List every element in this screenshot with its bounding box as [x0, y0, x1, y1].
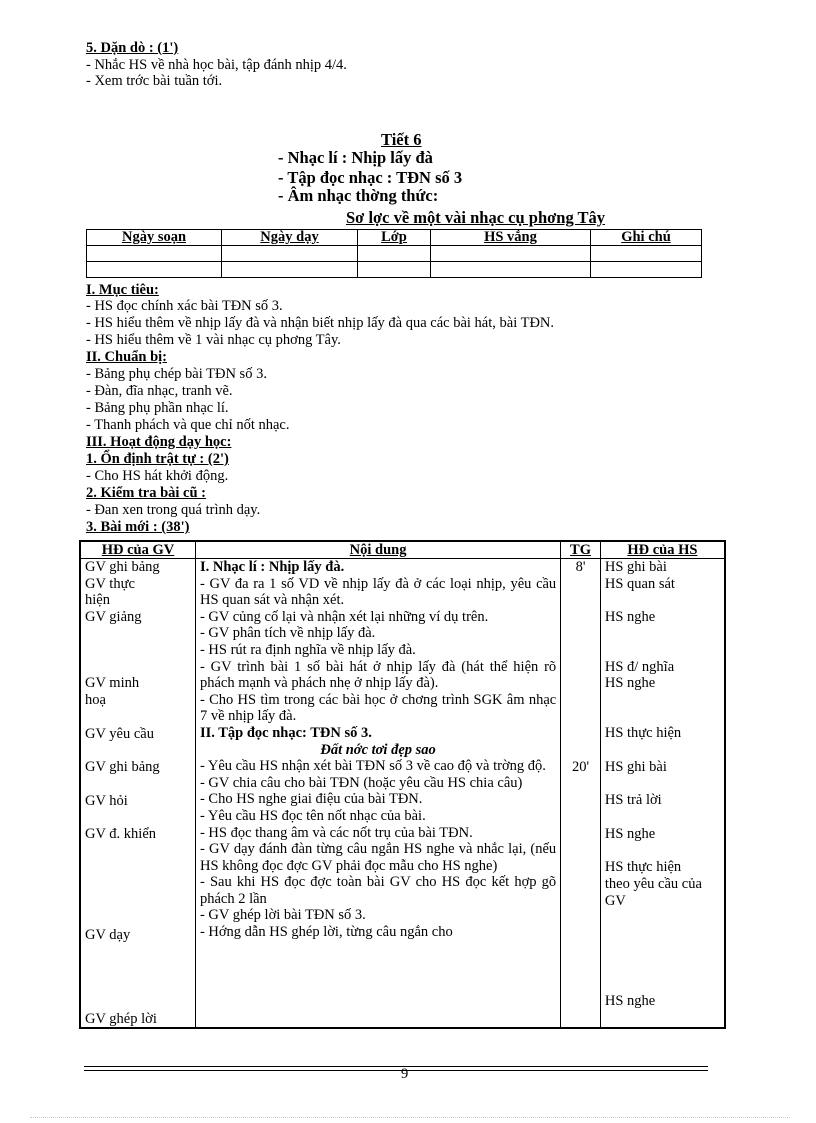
lesson-item-3: - Âm nhạc thờng thức: — [278, 186, 439, 205]
lesson-info-table — [86, 229, 702, 278]
section-activities-title: III. Hoạt động dạy học: — [86, 434, 232, 450]
content-item: - GV ghép lời bài TĐN số 3. — [199, 907, 366, 924]
info-empty-row — [87, 262, 702, 278]
content-item: - Sau khi HS đọc đợc toàn bài GV cho HS đọc kết hợp gõ phách 2 lần — [199, 874, 557, 907]
content-item: - GV trình bài 1 số bài hát ở nhịp lấy đà (hát thể hiện rõ phách mạnh và phách nhẹ ở nhịp lấy đà). — [199, 658, 557, 692]
table-row — [80, 559, 725, 1029]
section-preparation-title: II. Chuẩn bị: — [86, 349, 167, 365]
header-gv: HĐ của GV — [80, 541, 195, 559]
info-header-lop: Lớp — [358, 230, 431, 246]
content-item: - HS đọc thang âm và các nốt trụ của bài TĐN. — [199, 824, 473, 841]
lesson-title: Tiết 6 — [381, 130, 422, 149]
gv-text: GV ghép lời — [85, 1010, 157, 1027]
header-tg: TG — [561, 541, 601, 559]
content-item: - Cho HS nghe giai điệu của bài TĐN. — [199, 791, 423, 808]
section-objectives-title: I. Mục tiêu: — [86, 282, 159, 298]
hs-text: HS trả lời — [604, 792, 662, 809]
hs-text: HS nghe — [604, 993, 656, 1010]
time-value: 20' — [571, 758, 590, 775]
info-empty-row — [87, 246, 702, 262]
sub-new-lesson-title: 3. Bài mới : (38') — [86, 519, 190, 535]
sub-check-item: - Đan xen trong quá trình dạy. — [86, 502, 261, 518]
content-item: - Yêu cầu HS đọc tên nốt nhạc của bài. — [199, 807, 426, 824]
gv-text: GV yêu cầu — [85, 725, 154, 742]
gv-text: GV ghi bảng — [85, 559, 160, 575]
header-hs: HĐ của HS — [600, 541, 725, 559]
sub-order-title: 1. Ổn định trật tự : (2') — [86, 451, 229, 467]
content-item: - GV chia câu cho bài TĐN (hoặc yêu cầu HS chia câu) — [199, 774, 523, 791]
footer-rule — [84, 1070, 708, 1071]
gv-text: GV hỏi — [85, 792, 128, 809]
content-item: - Cho HS tìm trong các bài học ở chơng trình SGK âm nhạc 7 về nhịp lấy đà. — [199, 691, 557, 725]
homework-line-2: - Xem trớc bài tuần tới. — [86, 73, 223, 89]
time-value: 8' — [575, 559, 586, 575]
header-content: Nội dung — [195, 541, 560, 559]
page-edge-dots — [30, 1117, 790, 1118]
song-title: Đất nớc tơi đẹp sao — [320, 741, 436, 758]
content-item: - HS rút ra định nghĩa về nhịp lấy đà. — [199, 641, 416, 658]
hs-text: HS đ/ nghĩa — [604, 658, 675, 675]
homework-line-1: - Nhắc HS về nhà học bài, tập đánh nhịp 4/4. — [86, 57, 347, 73]
content-item: - Hớng dẫn HS ghép lời, từng câu ngắn cho — [199, 924, 453, 941]
preparation-item-2: - Đàn, đĩa nhạc, tranh vẽ. — [86, 383, 233, 399]
lesson-item-2: - Tập đọc nhạc : TĐN số 3 — [278, 168, 463, 187]
gv-text: hoạ — [85, 691, 106, 708]
preparation-item-1: - Bảng phụ chép bài TĐN số 3. — [86, 366, 267, 382]
hs-cell — [600, 559, 725, 1029]
preparation-item-4: - Thanh phách và que chỉ nốt nhạc. — [86, 417, 290, 433]
objective-item-2: - HS hiểu thêm về nhịp lấy đà và nhận biết nhịp lấy đà qua các bài hát, bài TĐN. — [86, 315, 555, 331]
gv-text: GV dạy — [85, 926, 131, 943]
gv-text: hiện — [85, 592, 110, 609]
content-item: - GV dạy đánh đàn từng câu ngắn HS nghe và nhắc lại, (nếu HS không đọc đợc GV phải đọc mẫu cho HS nghe) — [199, 841, 557, 874]
hs-text: HS ghi bài — [604, 559, 667, 575]
hs-text: HS ghi bài — [604, 758, 667, 775]
homework-heading: 5. Dặn dò : (1') — [86, 40, 179, 56]
activity-table — [79, 540, 726, 1029]
preparation-item-3: - Bảng phụ phần nhạc lí. — [86, 400, 229, 416]
gv-cell — [80, 559, 195, 1029]
objective-item-3: - HS hiểu thêm về 1 vài nhạc cụ phơng Tây. — [86, 332, 341, 348]
sub-order-item: - Cho HS hát khởi động. — [86, 468, 229, 484]
hs-text: HS thực hiện — [604, 724, 682, 741]
content-item: - GV củng cố lại và nhận xét lại những ví dụ trên. — [199, 608, 489, 625]
footer-rule — [84, 1066, 708, 1067]
time-cell — [561, 559, 601, 1029]
info-header-ghi-chu: Ghi chú — [591, 230, 702, 246]
objective-item-1: - HS đọc chính xác bài TĐN số 3. — [86, 298, 283, 314]
hs-text: HS nghe — [604, 609, 656, 626]
lesson-item-1: - Nhạc lí : Nhịp lấy đà — [278, 148, 433, 167]
content-heading-sight-reading: II. Tập đọc nhạc: TĐN số 3. — [199, 724, 372, 741]
gv-text: GV đ. khiển — [85, 826, 157, 843]
content-cell — [195, 559, 560, 1029]
content-item: - Yêu cầu HS nhận xét bài TĐN số 3 về cao độ và trờng độ. — [199, 758, 546, 775]
gv-text: GV thực — [85, 575, 135, 592]
info-header-ngay-day: Ngày dạy — [222, 230, 358, 246]
info-header-ngay-soan: Ngày soạn — [87, 230, 222, 246]
content-heading-music-theory: I. Nhạc lí : Nhịp lấy đà. — [199, 559, 345, 575]
gv-text: GV giảng — [85, 608, 142, 625]
sub-check-title: 2. Kiểm tra bài cũ : — [86, 485, 207, 501]
info-header-hs-vang: HS vắng — [431, 230, 591, 246]
lesson-subitem: Sơ lợc về một vài nhạc cụ phơng Tây — [346, 208, 606, 227]
page-number: 9 — [401, 1066, 409, 1082]
hs-text: HS nghe — [604, 675, 656, 692]
hs-text: HS nghe — [604, 825, 656, 842]
hs-text: HS thực hiện theo yêu cầu của GV — [604, 859, 702, 909]
content-item: - GV phân tích về nhịp lấy đà. — [199, 625, 376, 642]
content-item: - GV đa ra 1 số VD về nhịp lấy đà ở các loại nhịp, yêu cầu HS quan sát và nhận xét. — [199, 575, 557, 609]
gv-text: GV minh — [85, 675, 140, 692]
gv-text: GV ghi bảng — [85, 759, 160, 776]
hs-text: HS quan sát — [604, 575, 675, 592]
